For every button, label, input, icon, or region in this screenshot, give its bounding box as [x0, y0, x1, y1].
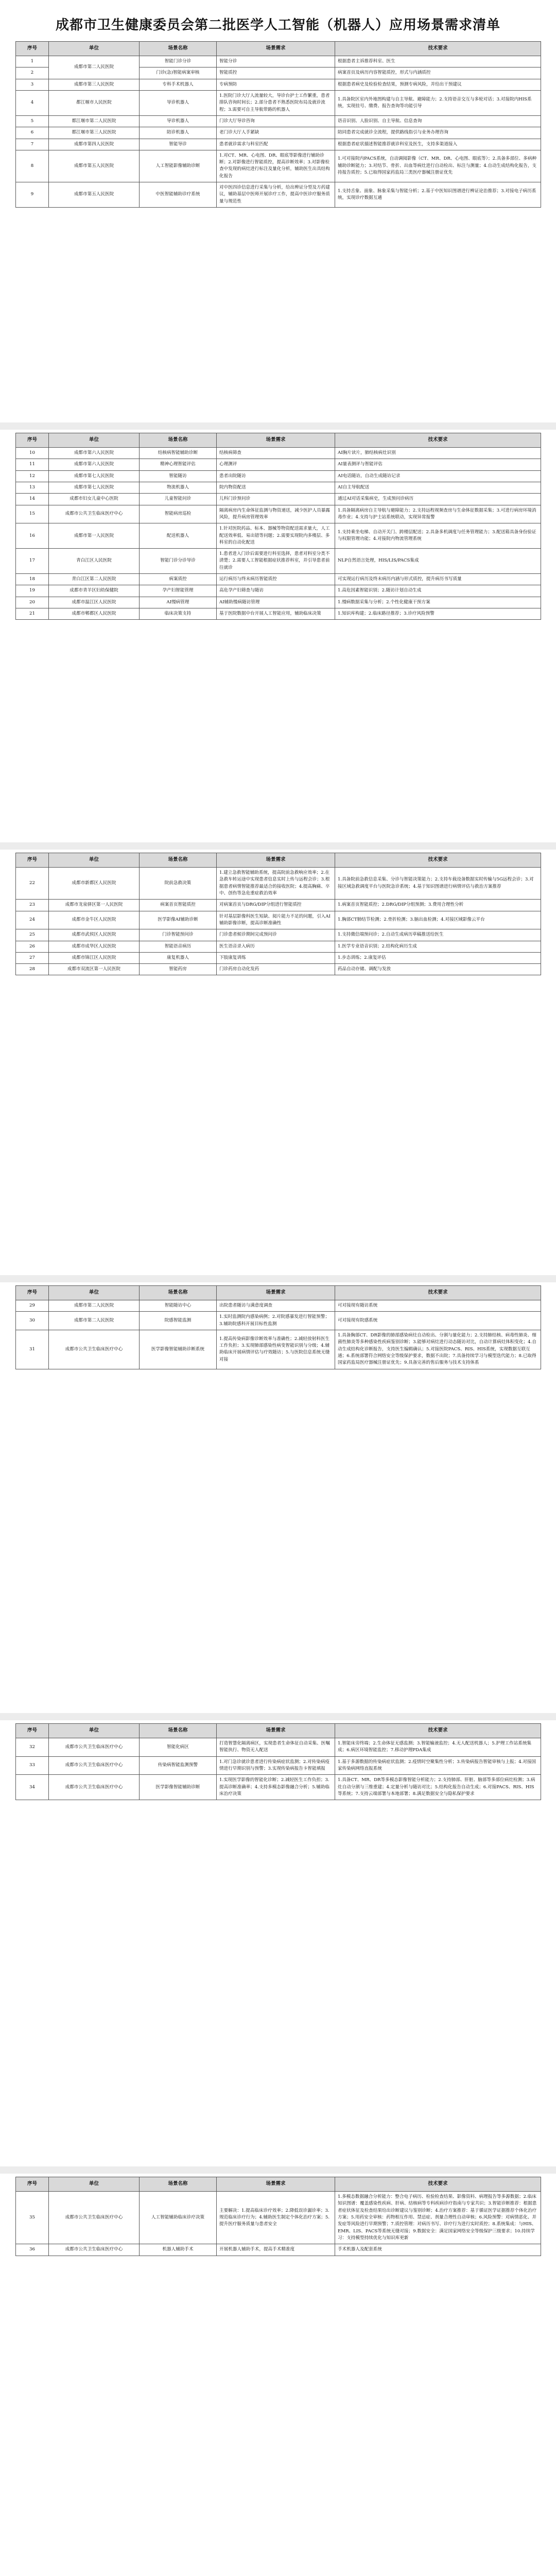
table-header-row: [16, 1286, 541, 1300]
cell-name: 物流机器人: [140, 482, 217, 493]
cell-tech: 药品自动存储、调配与发放: [335, 964, 541, 975]
cell-name: 智能药房: [140, 964, 217, 975]
cell-name: 传染病智能监测预警: [140, 1756, 217, 1775]
cell-desc: 专病预防: [217, 79, 335, 90]
header-name: 场景名称: [140, 1724, 217, 1738]
cell-no: 27: [16, 952, 49, 963]
table-row: [16, 482, 541, 493]
cell-desc: 主要解决：1.提高临床诊疗效率；2.降低误诊漏诊率；3.规范临床诊疗行为；4.辅助医生制定个体化治疗方案；5.提升医疗服务质量与患者安全: [217, 2192, 335, 2244]
cell-no: 8: [16, 150, 49, 182]
table-row: [16, 597, 541, 608]
cell-tech: 可实现运行病历及终末病历内涵与形式质控，提升病历书写质量: [335, 574, 541, 585]
table-row: [16, 115, 541, 127]
header-desc: 场景需求: [217, 1724, 335, 1738]
page-separator: [0, 2166, 556, 2174]
table-row: [16, 448, 541, 459]
document-title: 成都市卫生健康委员会第二批医学人工智能（机器人）应用场景需求清单: [55, 18, 500, 33]
cell-unit: 成都市第一人民医院: [49, 523, 140, 549]
cell-name: 医学影像智能辅助诊断系统: [140, 1330, 217, 1369]
cell-no: 23: [16, 900, 49, 911]
cell-desc: 打造智慧化隔离病区，实现患者生命体征自动采集、医嘱智能执行、物资无人配送: [217, 1738, 335, 1757]
cell-name: 配送机器人: [140, 523, 217, 549]
table-row: [16, 2192, 541, 2244]
cell-desc: 下肢康复训练: [217, 952, 335, 963]
cell-desc: 门诊药房自动化发药: [217, 964, 335, 975]
cell-unit: 成都市公共卫生临床医疗中心: [49, 505, 140, 523]
table-header-row: [16, 1724, 541, 1738]
table-page: [15, 1723, 541, 1800]
cell-no: 29: [16, 1300, 49, 1312]
cell-desc: 患者就诊需求与科室匹配: [217, 139, 335, 150]
cell-unit: 成都市双流区第一人民医院: [49, 964, 140, 975]
cell-unit: 成都市郫都区人民医院: [49, 608, 140, 620]
cell-tech: 1.具备院前急救信息采集、分诊与智能决策能力；2.支持车载设备数据实时传输与5G远程会诊；3.对接区域急救调度平台与医院急诊系统；4.基于知识图谱进行病情评估与救治方案推荐: [335, 868, 541, 900]
cell-name: 病案质控: [140, 574, 217, 585]
cell-no: 25: [16, 929, 49, 941]
cell-no: 18: [16, 574, 49, 585]
cell-no: 30: [16, 1312, 49, 1330]
cell-no: 13: [16, 482, 49, 493]
cell-tech: 1.胸部CT肺结节检测；2.骨折检测；3.脑出血检测；4.对接区域影像云平台: [335, 911, 541, 929]
cell-name: 导诊机器人: [140, 115, 217, 127]
table-row: [16, 585, 541, 597]
cell-name: AI慢病管理: [140, 597, 217, 608]
cell-desc: 1.建立急救智能辅助系统，提高院前急救响应效率；2.在急救车转运途中实现患者信息实时上传与远程会诊；3.根据患者病情智能推荐最适合的接收医院；4.提高胸痛、卒中、创伤等急危重症救治效率: [217, 868, 335, 900]
cell-name: 门诊(急)智能病案审核: [140, 67, 217, 79]
cell-name: 智能病房巡检: [140, 505, 217, 523]
header-unit: 单位: [49, 1724, 140, 1738]
cell-tech: 1.步态训练；2.康复评估: [335, 952, 541, 963]
cell-unit: 都江堰市人民医院: [49, 90, 140, 115]
header-no: 序号: [16, 2177, 49, 2192]
page-separator: [0, 1275, 556, 1282]
cell-name: 孕产妇智能管理: [140, 585, 217, 597]
header-no: 序号: [16, 42, 49, 56]
cell-name: 精神心理智能评估: [140, 459, 217, 470]
cell-unit: 成都市公共卫生临床医疗中心: [49, 2244, 140, 2256]
cell-desc: 儿科门诊预问诊: [217, 494, 335, 505]
cell-unit: 成都市第二人民医院: [49, 1312, 140, 1330]
table-row: [16, 459, 541, 470]
cell-unit: 成都市公共卫生临床医疗中心: [49, 2192, 140, 2244]
cell-unit: 成都市公共卫生临床医疗中心: [49, 1330, 140, 1369]
page-separator: [0, 842, 556, 850]
cell-tech: 可对接现有院感系统: [335, 1312, 541, 1330]
cell-desc: 1.实时监测院内感染病例；2.对院感暴发进行智能预警；3.辅助院感科开展目标性监测: [217, 1312, 335, 1330]
cell-desc: 1.对CT、MR、心电图、DR、眼底等影像进行辅助诊断；2.对影像进行智能质控，提高诊断效率；3.对影像检查中发现的病灶进行标注及量化分析，辅助医生出具结构化报告: [217, 150, 335, 182]
cell-tech: 1.具备隔离病房自主导航与避障能力；2.支持远程视频查房与生命体征数据采集；3.可进行病房环境消毒作业；4.支持与护士站系统联动，实现异常报警: [335, 505, 541, 523]
header-name: 场景名称: [140, 853, 217, 868]
cell-no: 20: [16, 597, 49, 608]
requirements-table: [15, 1723, 541, 1800]
cell-tech: 1.具备CT、MR、DR等多模态影像智能分析能力；2.支持肺部、肝脏、脑部等多部位病灶检测；3.病灶自动分割与三维重建；4.定量分析与随访对比；5.结构化报告自动生成；6.对接PACS、RIS、HIS等系统；7.支持云端部署与本地部署；8.满足数据安全与隐私保护要求: [335, 1775, 541, 1800]
cell-tech: 1.医学专业语音识别；2.结构化病历生成: [335, 941, 541, 952]
cell-tech: 1.具备胸部CT、DR影像的肺部感染病灶自动检出、分割与量化能力；2.支持肺结核、病毒性肺炎、细菌性肺炎等多种感染性疾病鉴别诊断；3.能够对病灶进行动态随访对比，自动计算病灶体积变化；4.自动生成结构化诊断报告，支持医生编辑确认；5.对接医院PACS、RIS、HIS系统，实现数据互联互通；6.系统部署符合网络安全等级保护要求，数据不出院；7.具备持续学习与模型迭代能力；8.已取得国家药监局医疗器械注册证优先；9.具备完善的售后服务与技术支持体系: [335, 1330, 541, 1369]
table-row: [16, 56, 541, 67]
cell-unit: 成都市公共卫生临床医疗中心: [49, 1775, 140, 1800]
cell-unit: 成都市公共卫生临床医疗中心: [49, 1756, 140, 1775]
cell-tech: 1.支持微信端预问诊；2.自动生成病历草稿推送给医生: [335, 929, 541, 941]
table-row: [16, 505, 541, 523]
header-tech: 技术要求: [335, 853, 541, 868]
cell-name: 门诊智能预问诊: [140, 929, 217, 941]
cell-unit: 成都市第五人民医院: [49, 150, 140, 182]
cell-name: 智能化病区: [140, 1738, 217, 1757]
cell-desc: 智能质控: [217, 67, 335, 79]
cell-tech: 病案首页及病历内容智能质控，形式与内涵质控: [335, 67, 541, 79]
table-row: [16, 1738, 541, 1757]
page-separator: [0, 422, 556, 430]
table-header-row: [16, 42, 541, 56]
cell-unit: 都江堰市第三人民医院: [49, 127, 140, 139]
cell-desc: 老门诊大厅人手紧缺: [217, 127, 335, 139]
header-unit: 单位: [49, 1286, 140, 1300]
cell-unit: 成都市第七人民医院: [49, 470, 140, 482]
cell-name: 智能导诊: [140, 139, 217, 150]
requirements-table: [15, 1285, 541, 1369]
header-name: 场景名称: [140, 433, 217, 448]
cell-name: 人工智能影像辅助诊断: [140, 150, 217, 182]
cell-no: 12: [16, 470, 49, 482]
cell-tech: AI量表测评与智能评估: [335, 459, 541, 470]
cell-name: 智能门诊分诊导诊: [140, 549, 217, 574]
cell-no: 26: [16, 941, 49, 952]
cell-no: 11: [16, 459, 49, 470]
cell-no: 21: [16, 608, 49, 620]
header-tech: 技术要求: [335, 2177, 541, 2192]
cell-desc: 院内物资配送: [217, 482, 335, 493]
header-desc: 场景需求: [217, 42, 335, 56]
cell-no: 10: [16, 448, 49, 459]
cell-unit: 青白江区第二人民医院: [49, 574, 140, 585]
cell-tech: 手术机器人及配套系统: [335, 2244, 541, 2256]
table-row: [16, 150, 541, 182]
cell-desc: 运行病历与终末病历智能质控: [217, 574, 335, 585]
table-row: [16, 608, 541, 620]
header-desc: 场景需求: [217, 433, 335, 448]
cell-no: 31: [16, 1330, 49, 1369]
cell-tech: AI胸片读片，肺结核病灶识别: [335, 448, 541, 459]
cell-tech: 1.基于多源数据的传染病症状监测；2.疫情时空聚集性分析；3.传染病报告智能审核与上报；4.对接国家传染病网络直报系统: [335, 1756, 541, 1775]
cell-unit: 成都市妇女儿童中心医院: [49, 494, 140, 505]
cell-desc: 医生语音录入病历: [217, 941, 335, 952]
cell-tech: 1.多模态数据融合分析能力：整合电子病历、检验检查结果、影像资料、病理报告等多源数据；2.临床知识图谱：覆盖感染性疾病、肝病、结核病等专科疾病诊疗指南与专家共识；3.智能诊断推荐：根据患者症状体征及检查结果给出诊断建议与鉴别诊断；4.治疗方案推荐：基于循证医学证据推荐个体化治疗方案；5.用药安全审核：药物相互作用、禁忌症、剂量合理性自动审核；6.风险预警：对病情恶化、并发症等风险进行早期预警；7.质控管理：对病历书写、诊疗行为进行实时质控；8.系统集成：与HIS、EMR、LIS、PACS等系统无缝对接；9.数据安全：满足国家网络安全等级保护三级要求；10.持续学习：支持模型持续优化与知识库更新: [335, 2192, 541, 2244]
table-header-row: [16, 853, 541, 868]
table-row: [16, 1330, 541, 1369]
table-row: [16, 868, 541, 900]
cell-unit: 成都市公共卫生临床医疗中心: [49, 1738, 140, 1757]
table-row: [16, 1775, 541, 1800]
cell-no: 22: [16, 868, 49, 900]
cell-no: 6: [16, 127, 49, 139]
header-unit: 单位: [49, 42, 140, 56]
cell-tech: 1.支持乘坐电梯、自动开关门、跨楼层配送；2.具备多机调度与任务管理能力；3.配送箱具备身份验证与权限管理功能；4.对接院内物流管理系统: [335, 523, 541, 549]
cell-no: 32: [16, 1738, 49, 1757]
cell-desc: 1.对门急诊就诊患者进行传染病症状监测；2.对传染病疫情进行早期识别与预警；3.实现传染病报告卡智能填报: [217, 1756, 335, 1775]
header-no: 序号: [16, 1286, 49, 1300]
header-tech: 技术要求: [335, 1286, 541, 1300]
cell-tech: 语音识别、人脸识别、自主导航、信息查询: [335, 115, 541, 127]
header-no: 序号: [16, 853, 49, 868]
cell-tech: 1.高危因素智能识别；2.随访计划自动生成: [335, 585, 541, 597]
table-row: [16, 139, 541, 150]
cell-unit: 都江堰市第二人民医院: [49, 115, 140, 127]
cell-name: 结核病智能辅助诊断: [140, 448, 217, 459]
cell-no: 33: [16, 1756, 49, 1775]
cell-name: 医学影像智能辅助诊断: [140, 1775, 217, 1800]
cell-desc: 门诊患者候诊期间完成预问诊: [217, 929, 335, 941]
header-no: 序号: [16, 433, 49, 448]
cell-desc: 1.提高传染病影像诊断效率与准确性；2.减轻放射科医生工作负担；3.实现肺部感染性病变智能识别与分级；4.辅助临床开展病情评估与疗效随访；5.与医院信息系统无缝对接: [217, 1330, 335, 1369]
table-header-row: [16, 2177, 541, 2192]
table-row: [16, 900, 541, 911]
table-row: [16, 964, 541, 975]
table-row: [16, 90, 541, 115]
cell-unit: 成都市武侯区人民医院: [49, 929, 140, 941]
requirements-table: [15, 853, 541, 975]
cell-no: 14: [16, 494, 49, 505]
cell-tech: 根据患者病史及检验检查结果，预测专病风险，并给出干预建议: [335, 79, 541, 90]
header-unit: 单位: [49, 853, 140, 868]
table-row: [16, 549, 541, 574]
cell-unit: 成都市第二人民医院: [49, 1300, 140, 1312]
cell-no: 7: [16, 139, 49, 150]
cell-tech: AI自主导航配送: [335, 482, 541, 493]
cell-no: 9: [16, 182, 49, 208]
header-no: 序号: [16, 1724, 49, 1738]
cell-no: 3: [16, 79, 49, 90]
table-row: [16, 1756, 541, 1775]
table-row: [16, 494, 541, 505]
cell-unit: 成都市锦江区人民医院: [49, 952, 140, 963]
table-header-row: [16, 433, 541, 448]
header-name: 场景名称: [140, 42, 217, 56]
table-row: [16, 952, 541, 963]
table-row: [16, 127, 541, 139]
cell-unit: 成都市成华区人民医院: [49, 941, 140, 952]
cell-unit: 成都市第二人民医院: [49, 56, 140, 79]
cell-no: 28: [16, 964, 49, 975]
cell-desc: 针对基层影像科医生短缺、阅片能力不足的问题，引入AI辅助影像诊断，提高诊断准确性: [217, 911, 335, 929]
cell-name: 陪诊机器人: [140, 127, 217, 139]
cell-desc: 开展机器人辅助手术，提高手术精准度: [217, 2244, 335, 2256]
cell-no: 16: [16, 523, 49, 549]
cell-tech: 1.具备院区室内外地图构建与自主导航、避障能力；2.支持语音交互与多轮对话；3.对接院内HIS系统，实现挂号、缴费、报告查询等功能引导: [335, 90, 541, 115]
cell-desc: 隔离病房内生命体征监测与物资递送，减少医护人员暴露风险，提升病房管理效率: [217, 505, 335, 523]
cell-desc: AI辅助慢病随访管理: [217, 597, 335, 608]
cell-name: 智能门诊分诊: [140, 56, 217, 67]
header-desc: 场景需求: [217, 853, 335, 868]
cell-tech: 1.知识库构建；2.临床路径推荐；3.诊疗风险预警: [335, 608, 541, 620]
cell-no: 5: [16, 115, 49, 127]
cell-desc: 出院患者随访与满意度调查: [217, 1300, 335, 1312]
table-page: [15, 433, 541, 620]
cell-no: 2: [16, 67, 49, 79]
table-page: [15, 1285, 541, 1369]
table-row: [16, 1312, 541, 1330]
table-row: [16, 574, 541, 585]
cell-name: 院感智能监测: [140, 1312, 217, 1330]
cell-name: 院前急救决策: [140, 868, 217, 900]
cell-unit: 成都市第四人民医院: [49, 139, 140, 150]
cell-desc: 1.医院门诊大厅人流量较大，导诊台护士工作繁重，患者排队咨询时间长；2.部分患者不熟悉医院布局及就诊流程；3.需要可自主导航带路的机器人: [217, 90, 335, 115]
cell-no: 35: [16, 2192, 49, 2244]
cell-tech: 1.智能床旁终端；2.生命体征无感监测；3.智能输液监控；4.无人配送机器人；5.护理工作站系统集成；6.病区环境智能监控；7.移动护理PDA集成: [335, 1738, 541, 1757]
table-row: [16, 470, 541, 482]
cell-name: 儿童智能问诊: [140, 494, 217, 505]
cell-unit: 成都市第六人民医院: [49, 448, 140, 459]
header-tech: 技术要求: [335, 1724, 541, 1738]
cell-tech: AI电话随访，自动生成随访记录: [335, 470, 541, 482]
table-row: [16, 941, 541, 952]
cell-tech: 可对接现有随访系统: [335, 1300, 541, 1312]
cell-unit: 成都市新都区人民医院: [49, 868, 140, 900]
cell-desc: 对中医四诊信息进行采集与分析，给出辨证分型及方药建议，辅助基层中医师开展诊疗工作，提高中医诊疗服务质量与规范性: [217, 182, 335, 208]
cell-tech: 1.病案首页智能质控；2.DRG/DIP分组预测；3.费用合理性分析: [335, 900, 541, 911]
table-page: [15, 41, 541, 208]
cell-desc: 智能分诊: [217, 56, 335, 67]
header-name: 场景名称: [140, 2177, 217, 2192]
cell-no: 34: [16, 1775, 49, 1800]
header-name: 场景名称: [140, 1286, 217, 1300]
cell-unit: 成都市温江区人民医院: [49, 597, 140, 608]
cell-tech: 根据患者症状描述智能推荐就诊科室及医生，支持多渠道接入: [335, 139, 541, 150]
cell-tech: NLP自然语言处理，HIS/LIS/PACS集成: [335, 549, 541, 574]
table-row: [16, 523, 541, 549]
header-tech: 技术要求: [335, 42, 541, 56]
cell-name: 人工智能辅助临床诊疗决策: [140, 2192, 217, 2244]
cell-tech: 通过AI对话采集病史，生成预问诊病历: [335, 494, 541, 505]
cell-desc: 门诊大厅导诊咨询: [217, 115, 335, 127]
table-row: [16, 79, 541, 90]
cell-desc: 1.针对医院药品、标本、器械等物资配送需求量大，人工配送效率低、易出错等问题；2.需要实现院内多楼层、多科室的自动化配送: [217, 523, 335, 549]
cell-name: 机器人辅助手术: [140, 2244, 217, 2256]
cell-no: 15: [16, 505, 49, 523]
header-unit: 单位: [49, 2177, 140, 2192]
cell-desc: 结核病筛查: [217, 448, 335, 459]
requirements-table: [15, 2177, 541, 2256]
cell-no: 24: [16, 911, 49, 929]
table-page: [15, 853, 541, 975]
table-row: [16, 1300, 541, 1312]
requirements-table: [15, 433, 541, 620]
cell-unit: 青白江区人民医院: [49, 549, 140, 574]
header-desc: 场景需求: [217, 2177, 335, 2192]
cell-desc: 患者出院随访: [217, 470, 335, 482]
cell-name: 导诊机器人: [140, 90, 217, 115]
cell-name: 智能随访中心: [140, 1300, 217, 1312]
cell-name: 医学影像AI辅助诊断: [140, 911, 217, 929]
cell-name: 临床决策支持: [140, 608, 217, 620]
cell-tech: 1.支持舌象、面象、脉象采集与智能分析；2.基于中医知识图谱进行辨证论治推荐；3.对接电子病历系统，实现诊疗数据互通: [335, 182, 541, 208]
cell-unit: 成都市第三人民医院: [49, 79, 140, 90]
header-unit: 单位: [49, 433, 140, 448]
cell-desc: 1.实现医学影像的智能化诊断；2.减轻医生工作负担；3.提高诊断准确率；4.支持多模态影像融合分析；5.辅助临床治疗决策: [217, 1775, 335, 1800]
requirements-table: [15, 41, 541, 208]
table-row: [16, 911, 541, 929]
cell-name: 专科手术机器人: [140, 79, 217, 90]
page-separator: [0, 1713, 556, 1720]
cell-no: 17: [16, 549, 49, 574]
table-row: [16, 929, 541, 941]
cell-unit: 成都市第六人民医院: [49, 459, 140, 470]
cell-name: 智能语音病历: [140, 941, 217, 952]
cell-no: 36: [16, 2244, 49, 2256]
cell-desc: 基于医院数据中台开展人工智能应用，辅助临床决策: [217, 608, 335, 620]
cell-tech: 1.可对接院内PACS系统，自动调阅影像（CT、MR、DR、心电图、眼底等）；2.具备多部位、多病种辅助诊断能力；3.对结节、骨折、出血等病灶进行自动检出、标注与测量；4.自动生成结构化报告，支持报告质控；5.已取得国家药监局三类医疗器械注册证优先: [335, 150, 541, 182]
cell-name: 康复机器人: [140, 952, 217, 963]
cell-name: 病案首页智能质控: [140, 900, 217, 911]
cell-unit: 成都市青羊区妇幼保健院: [49, 585, 140, 597]
cell-tech: 陪同患者完成就诊全流程，提供路线指引与业务办理咨询: [335, 127, 541, 139]
cell-tech: 1.慢病数据采集与分析；2.个性化健康干预方案: [335, 597, 541, 608]
cell-no: 19: [16, 585, 49, 597]
cell-desc: 心理测评: [217, 459, 335, 470]
table-row: [16, 182, 541, 208]
cell-name: 中医智能辅助诊疗系统: [140, 182, 217, 208]
cell-unit: 成都市第七人民医院: [49, 482, 140, 493]
cell-unit: 成都市龙泉驿区第一人民医院: [49, 900, 140, 911]
cell-no: 1: [16, 56, 49, 67]
cell-unit: 成都市金牛区人民医院: [49, 911, 140, 929]
table-row: [16, 2244, 541, 2256]
cell-tech: 根据患者主诉推荐科室、医生: [335, 56, 541, 67]
cell-desc: 1.患者进入门诊后需要进行科室选择，患者对科室分类不清楚；2.需要人工智能根据症状推荐科室，并引导患者前往就诊: [217, 549, 335, 574]
table-page: [15, 2177, 541, 2256]
cell-desc: 对病案首页与DRG/DIP分组进行智能质控: [217, 900, 335, 911]
cell-desc: 高危孕产妇筛查与随访: [217, 585, 335, 597]
cell-name: 智能随访: [140, 470, 217, 482]
cell-no: 4: [16, 90, 49, 115]
header-tech: 技术要求: [335, 433, 541, 448]
cell-unit: 成都市第五人民医院: [49, 182, 140, 208]
header-desc: 场景需求: [217, 1286, 335, 1300]
